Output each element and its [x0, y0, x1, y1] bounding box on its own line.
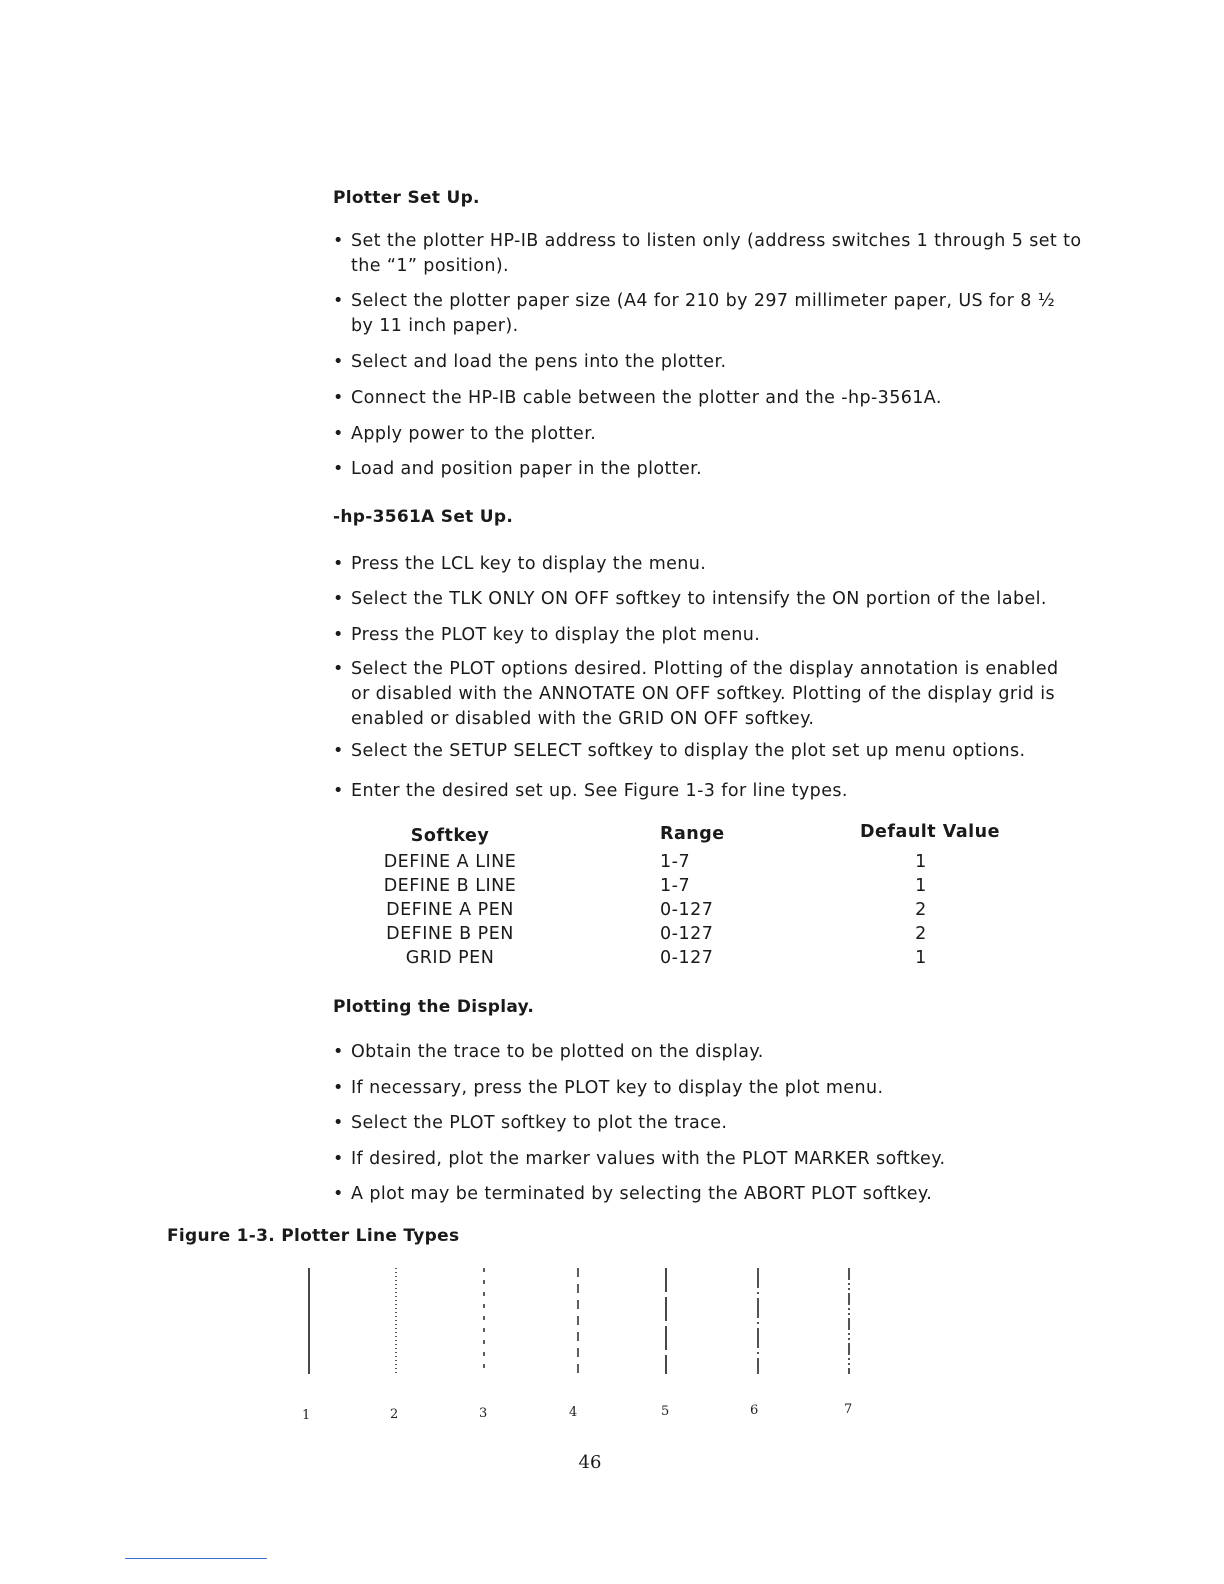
table-cell-default: 1: [915, 876, 927, 896]
column-header-range: Range: [660, 824, 725, 844]
analyzer-setup-heading: -hp-3561A Set Up.: [333, 507, 514, 527]
list-item: • Select the TLK ONLY ON OFF softkey to intensify the ON portion of the label.: [333, 587, 1083, 612]
list-item: • Select the SETUP SELECT softkey to display the plot set up menu options.: [333, 739, 1083, 764]
column-header-softkey: Softkey: [410, 826, 490, 846]
table-cell-range: 0-127: [660, 948, 714, 968]
list-item: • Obtain the trace to be plotted on the display.: [333, 1040, 1083, 1065]
list-item: • Connect the HP-IB cable between the plotter and the -hp-3561A.: [333, 386, 1083, 411]
plotter-setup-heading: Plotter Set Up.: [333, 188, 480, 208]
list-item: • Press the LCL key to display the menu.: [333, 552, 1083, 577]
line-type-label: 7: [844, 1402, 853, 1417]
table-row: [360, 900, 1040, 924]
figure-title: Figure 1-3. Plotter Line Types: [167, 1226, 460, 1246]
table-row: [360, 948, 1040, 972]
table-cell-range: 1-7: [660, 876, 691, 896]
table-row: [360, 852, 1040, 876]
line-types-figure: [260, 1262, 880, 1432]
list-item: • Select and load the pens into the plotter.: [333, 350, 1083, 375]
list-item: • Select the PLOT softkey to plot the trace.: [333, 1111, 1083, 1136]
table-cell-softkey: DEFINE A PEN: [386, 900, 514, 920]
list-item: • Press the PLOT key to display the plot menu.: [333, 623, 1083, 648]
divider: [125, 1558, 267, 1559]
list-item: • If necessary, press the PLOT key to display the plot menu.: [333, 1076, 1083, 1101]
table-cell-default: 1: [915, 948, 927, 968]
table-cell-softkey: GRID PEN: [405, 948, 495, 968]
table-row: [360, 876, 1040, 900]
list-item: • Select the plotter paper size (A4 for 210 by 297 millimeter paper, US for 8 ½ by 11 inch paper).: [333, 289, 1083, 339]
table-cell-softkey: DEFINE B LINE: [383, 876, 517, 896]
list-item: • Load and position paper in the plotter.: [333, 457, 1083, 482]
list-item: • Set the plotter HP-IB address to listen only (address switches 1 through 5 set to the “1” position).: [333, 229, 1083, 279]
line-type-label: 4: [569, 1405, 578, 1420]
table-cell-default: 2: [915, 900, 927, 920]
list-item: • Apply power to the plotter.: [333, 422, 1083, 447]
list-item: • Enter the desired set up. See Figure 1-3 for line types.: [333, 779, 1083, 804]
page-number: 46: [578, 1452, 602, 1473]
line-type-label: 2: [390, 1407, 399, 1422]
table-cell-range: 0-127: [660, 900, 714, 920]
line-type-label: 1: [302, 1408, 311, 1423]
table-cell-softkey: DEFINE A LINE: [383, 852, 517, 872]
table-cell-range: 0-127: [660, 924, 714, 944]
column-header-default-value: Default Value: [860, 822, 1000, 842]
plotting-heading: Plotting the Display.: [333, 997, 535, 1017]
table-cell-default: 1: [915, 852, 927, 872]
table-cell-default: 2: [915, 924, 927, 944]
list-item: • A plot may be terminated by selecting the ABORT PLOT softkey.: [333, 1182, 1083, 1207]
list-item: • Select the PLOT options desired. Plotting of the display annotation is enabled or disabled with the ANNOTATE ON OFF softkey. Plotting of the display grid is enabled or disabled with the GRID ON OFF softkey.: [333, 657, 1083, 732]
table-cell-range: 1-7: [660, 852, 691, 872]
line-type-label: 6: [750, 1403, 759, 1418]
table-cell-softkey: DEFINE B PEN: [386, 924, 514, 944]
table-row: [360, 924, 1040, 948]
line-type-label: 5: [661, 1404, 670, 1419]
line-type-label: 3: [479, 1406, 488, 1421]
list-item: • If desired, plot the marker values with the PLOT MARKER softkey.: [333, 1147, 1083, 1172]
